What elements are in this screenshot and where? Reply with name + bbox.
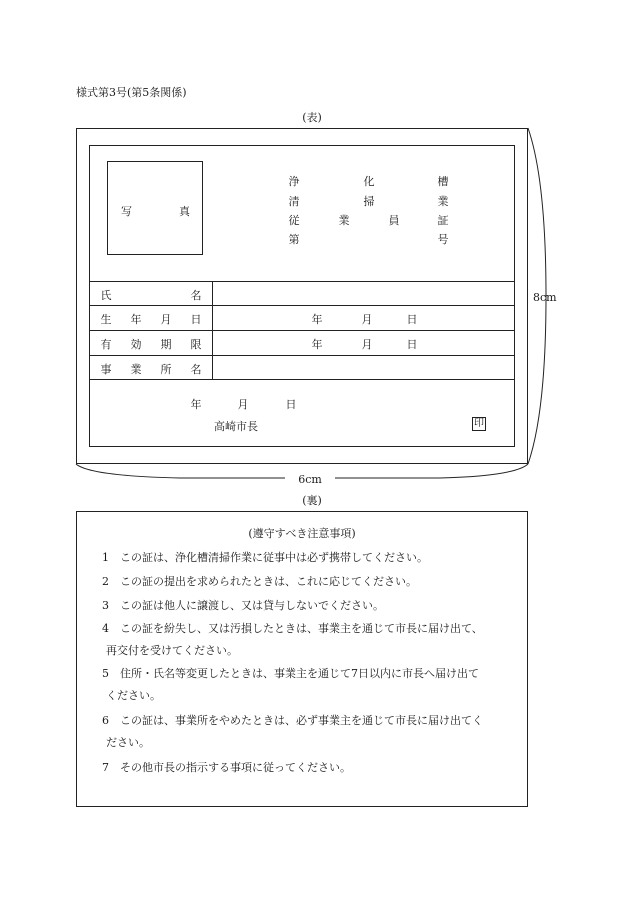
notice-line: 1 この証は、浄化槽清掃作業に従事中は必ず携帯してください。 xyxy=(102,551,428,564)
row-label-office: 事 xyxy=(100,363,112,376)
title-char: 清 xyxy=(288,195,300,208)
title-char: 証 xyxy=(437,214,449,227)
row-label-office: 業 xyxy=(130,363,142,376)
notice-line: 2 この証の提出を求められたときは、これに応じてください。 xyxy=(102,575,417,588)
notice-title: (遵守すべき注意事項) xyxy=(248,527,356,540)
row-label-birth: 日 xyxy=(190,313,202,326)
birth-day-unit: 日 xyxy=(406,313,418,326)
width-dimension: 6cm xyxy=(298,473,322,486)
form-number-label: 様式第3号(第5条関係) xyxy=(76,86,187,99)
row-label-name: 氏 xyxy=(100,289,112,302)
row-label-name: 名 xyxy=(190,289,202,302)
issue-month-unit: 月 xyxy=(237,398,249,411)
row-label-birth: 生 xyxy=(100,313,112,326)
title-char: 業 xyxy=(437,195,449,208)
row-label-valid: 限 xyxy=(190,338,202,351)
valid-month-unit: 月 xyxy=(361,338,373,351)
title-char: 掃 xyxy=(363,195,375,208)
title-char: 槽 xyxy=(437,175,449,188)
row-label-valid: 期 xyxy=(160,338,172,351)
title-char: 化 xyxy=(363,175,375,188)
front-side-label: (表) xyxy=(302,111,322,124)
title-char: 浄 xyxy=(288,175,300,188)
notice-line: ください。 xyxy=(106,689,161,702)
title-char: 号 xyxy=(437,233,449,246)
notice-line: 7 その他市長の指示する事項に従ってください。 xyxy=(102,761,351,774)
notice-line: 5 住所・氏名等変更したときは、事業主を通じて7日以内に市長へ届け出て xyxy=(102,667,479,680)
notice-line: 6 この証は、事業所をやめたときは、必ず事業主を通じて市長に届け出てく xyxy=(102,714,483,727)
seal-mark: 印 xyxy=(474,418,484,429)
valid-day-unit: 日 xyxy=(406,338,418,351)
row-label-valid: 効 xyxy=(130,338,142,351)
row-label-birth: 年 xyxy=(130,313,142,326)
issuer-name: 高崎市長 xyxy=(214,420,258,433)
title-char: 員 xyxy=(388,214,400,227)
title-char: 業 xyxy=(338,214,350,227)
back-side-label: (裏) xyxy=(302,494,322,507)
notice-line: ださい。 xyxy=(106,736,150,749)
birth-year-unit: 年 xyxy=(311,313,323,326)
title-char: 従 xyxy=(288,214,300,227)
photo-label-2: 真 xyxy=(179,205,190,218)
row-label-office: 所 xyxy=(160,363,172,376)
issue-year-unit: 年 xyxy=(190,398,202,411)
notice-line: 再交付を受けてください。 xyxy=(106,644,238,657)
title-char: 第 xyxy=(288,233,300,246)
notice-line: 4 この証を紛失し、又は汚損したときは、事業主を通じて市長に届け出て、 xyxy=(102,622,483,635)
notice-line: 3 この証は他人に譲渡し、又は貸与しないでください。 xyxy=(102,599,384,612)
row-label-office: 名 xyxy=(190,363,202,376)
row-label-birth: 月 xyxy=(160,313,172,326)
photo-label-1: 写 xyxy=(121,205,132,218)
height-dimension: 8cm xyxy=(533,291,557,304)
valid-year-unit: 年 xyxy=(311,338,323,351)
row-label-valid: 有 xyxy=(100,338,112,351)
birth-month-unit: 月 xyxy=(361,313,373,326)
issue-day-unit: 日 xyxy=(285,398,297,411)
